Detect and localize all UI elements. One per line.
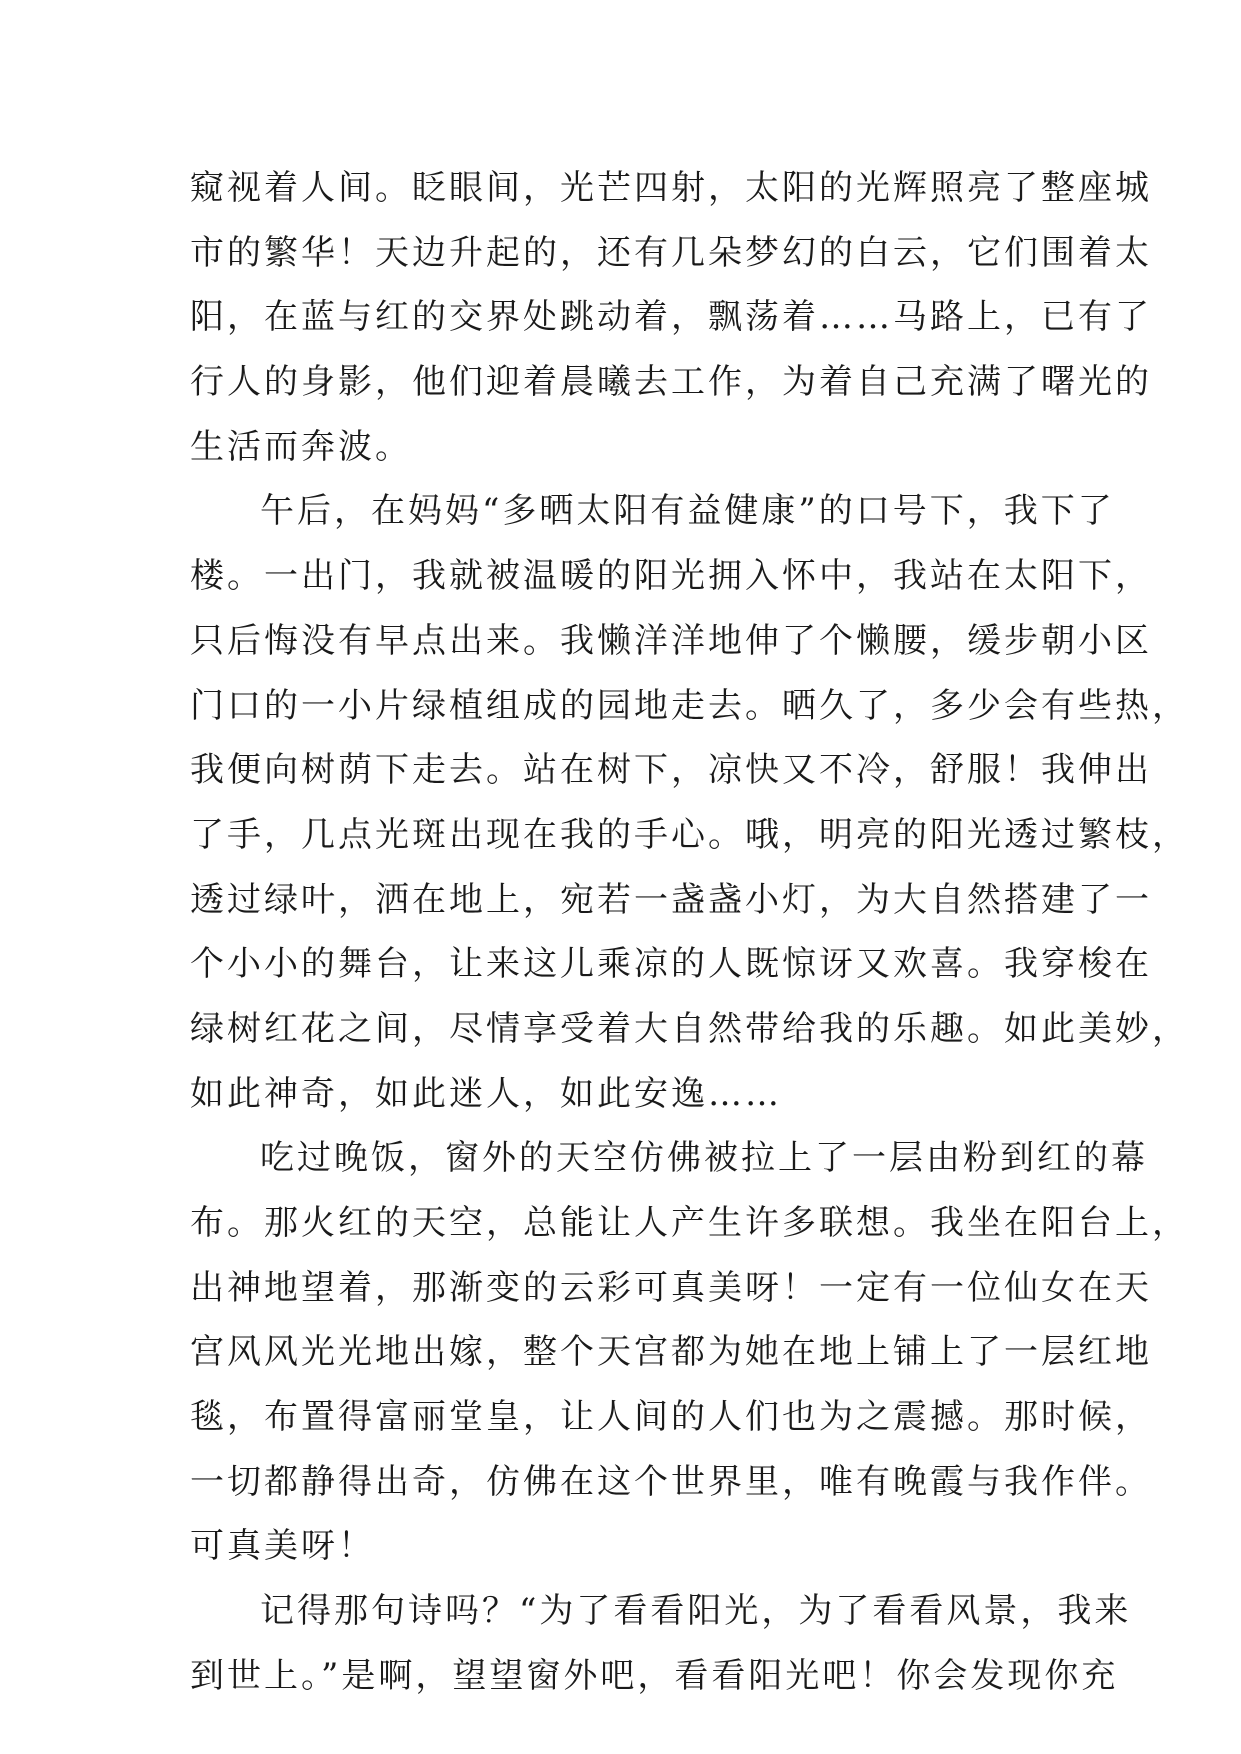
text-line: 楼。一出门，我就被温暖的阳光拥入怀中，我站在太阳下， xyxy=(190,556,1152,597)
text-line: 只后悔没有早点出来。我懒洋洋地伸了个懒腰，缓步朝小区 xyxy=(190,620,1152,661)
text-line: 出神地望着，那渐变的云彩可真美呀！一定有一位仙女在天 xyxy=(190,1267,1152,1308)
text-line: 我便向树荫下走去。站在树下，凉快又不冷，舒服！我伸出 xyxy=(190,750,1152,791)
text-line: 布。那火红的天空，总能让人产生许多联想。我坐在阳台上， xyxy=(190,1203,1189,1243)
text-line: 透过绿叶，洒在地上，宛若一盏盏小灯，为大自然搭建了一 xyxy=(190,879,1152,920)
text-line: 宫风风光光地出嫁，整个天宫都为她在地上铺上了一层红地 xyxy=(190,1332,1152,1373)
text-line: 阳，在蓝与红的交界处跳动着，飘荡着……马路上，已有了 xyxy=(190,297,1152,338)
text-line: 了手，几点光斑出现在我的手心。哦，明亮的阳光透过繁枝， xyxy=(190,814,1189,855)
text-line: 市的繁华！天边升起的，还有几朵梦幻的白云，它们围着太 xyxy=(190,232,1152,273)
text-line: 记得那句诗吗？“为了看看阳光，为了看看风景，我来 xyxy=(260,1591,1132,1632)
text-line: 窥视着人间。眨眼间，光芒四射，太阳的光辉照亮了整座城 xyxy=(190,168,1152,208)
text-line: 绿树红花之间，尽情享受着大自然带给我的乐趣。如此美妙， xyxy=(190,1008,1189,1049)
text-line: 可真美呀！ xyxy=(190,1526,375,1567)
text-line: 到世上。”是啊，望望窗外吧，看看阳光吧！你会发现你充 xyxy=(190,1655,1119,1696)
text-line: 毯，布置得富丽堂皇，让人间的人们也为之震撼。那时候， xyxy=(190,1397,1152,1438)
body-text xyxy=(190,156,1189,1709)
text-line: 行人的身影，他们迎着晨曦去工作，为着自己充满了曙光的 xyxy=(190,362,1152,403)
text-line: 生活而奔波。 xyxy=(190,426,412,467)
text-line: 一切都静得出奇，仿佛在这个世界里，唯有晚霞与我作伴。 xyxy=(190,1461,1152,1502)
text-line: 门口的一小片绿植组成的园地走去。晒久了，多少会有些热， xyxy=(190,685,1189,726)
text-line: 如此神奇，如此迷人，如此安逸…… xyxy=(190,1073,782,1114)
text-line: 个小小的舞台，让来这儿乘凉的人既惊讶又欢喜。我穿梭在 xyxy=(190,944,1152,985)
text-line: 午后，在妈妈“多晒太阳有益健康”的口号下，我下了 xyxy=(260,491,1115,532)
text-line: 吃过晚饭，窗外的天空仿佛被拉上了一层由粉到红的幕 xyxy=(260,1138,1148,1179)
